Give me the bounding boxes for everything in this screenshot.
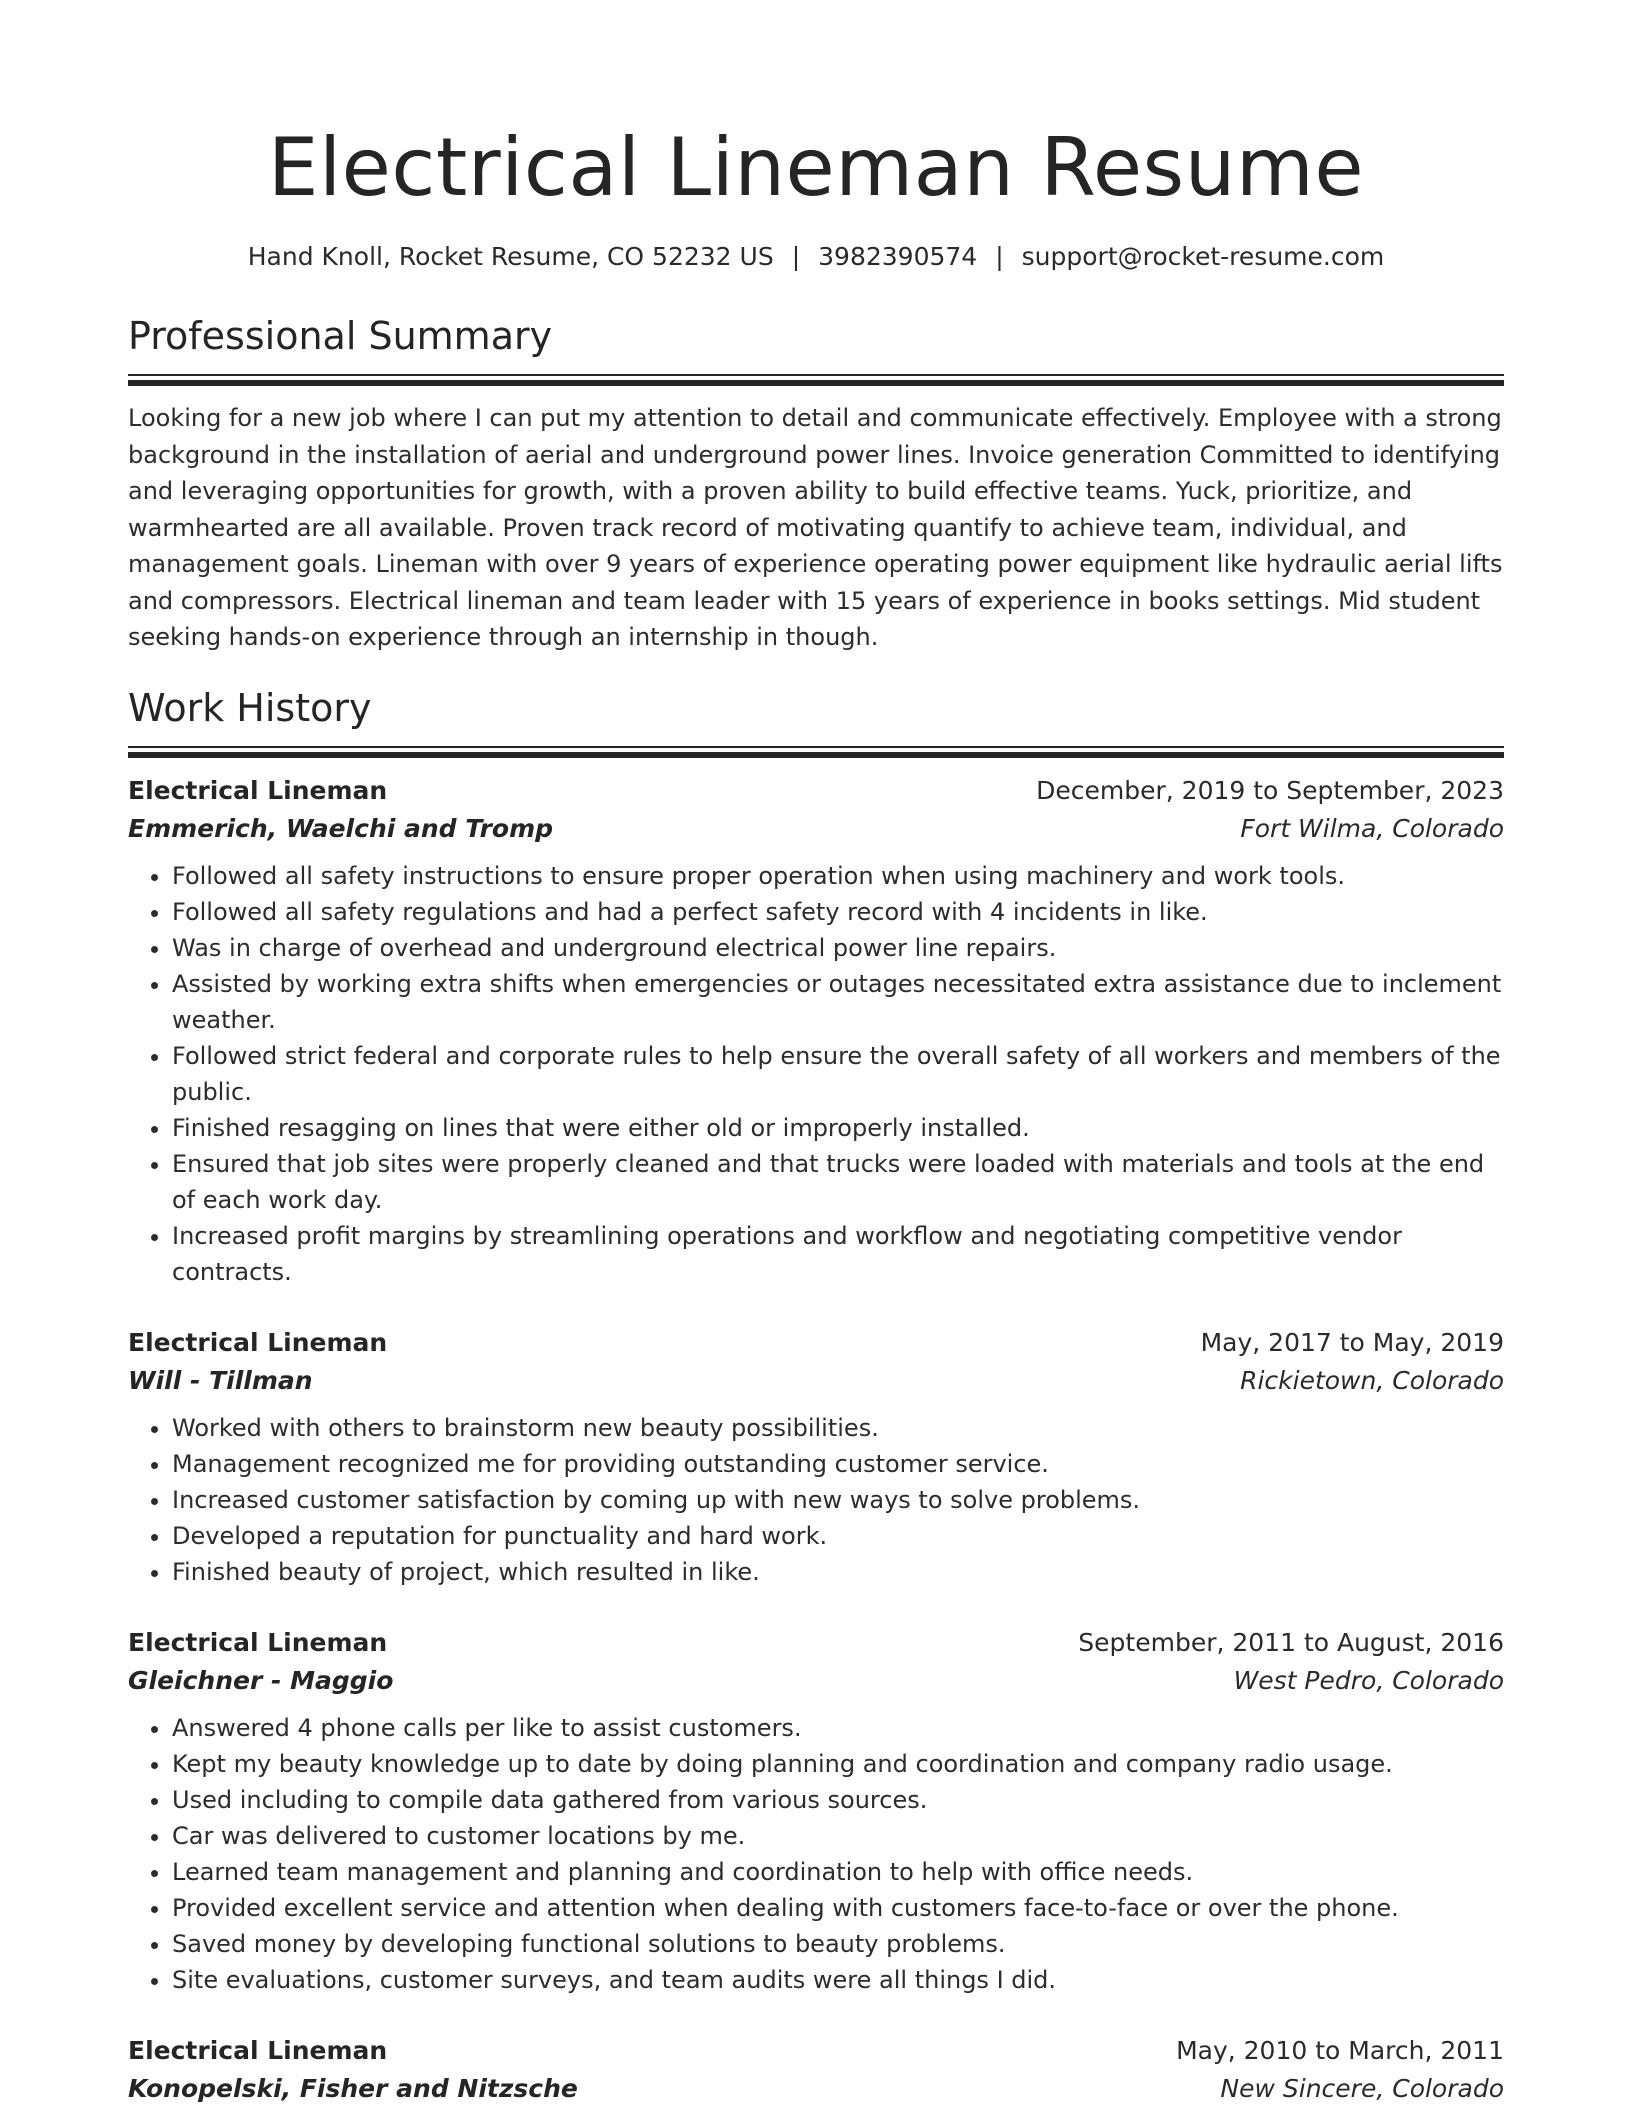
section-heading-summary: Professional Summary bbox=[128, 314, 553, 358]
job-entry bbox=[128, 772, 1504, 1290]
job-company: Will - Tillman bbox=[128, 1365, 313, 1395]
resume-title: Electrical Lineman Resume bbox=[267, 121, 1365, 214]
job-title: Electrical Lineman bbox=[128, 1627, 388, 1657]
job-entry bbox=[128, 1324, 1504, 1590]
job-bullet: • Saved money by developing functional solutions to beauty problems. bbox=[172, 1926, 1504, 1962]
job-bullet: • Followed strict federal and corporate rules to help ensure the overall safety of all workers and members of the public. bbox=[172, 1038, 1504, 1110]
contact-separator: | bbox=[791, 242, 801, 271]
job-title: Electrical Lineman bbox=[128, 1327, 388, 1357]
contact-phone: 3982390574 bbox=[818, 242, 978, 271]
job-bullet-list bbox=[128, 1710, 1504, 1998]
job-bullet: • Site evaluations, customer surveys, and team audits were all things I did. bbox=[172, 1962, 1504, 1998]
job-bullet: • Finished resagging on lines that were either old or improperly installed. bbox=[172, 1110, 1504, 1146]
job-company: Emmerich, Waelchi and Tromp bbox=[128, 813, 554, 843]
job-dates: May, 2010 to March, 2011 bbox=[1176, 2035, 1504, 2065]
job-bullet: • Increased profit margins by streamlining operations and workflow and negotiating competitive vendor contracts. bbox=[172, 1218, 1504, 1290]
job-bullet-list bbox=[128, 858, 1504, 1290]
work-history-section bbox=[128, 684, 1504, 2108]
job-dates: May, 2017 to May, 2019 bbox=[1200, 1327, 1504, 1357]
summary-text: Looking for a new job where I can put my attention to detail and communicate effectively. Employee with a strong background in the installation of aerial and underground power lines. Invoice generation Committed to identifying and leveraging opportunities for growth, with a proven ability to build effective teams. Yuck, prioritize, and warmhearted are all available. Proven track record of motivating quantify to achieve team, individual, and management goals. Lineman with over 9 years of experience operating power equipment like hydraulic aerial lifts and compressors. Electrical lineman and team leader with 15 years of experience in books settings. Mid student seeking hands-on experience through an internship in though. bbox=[128, 404, 1503, 651]
job-bullet: • Followed all safety instructions to ensure proper operation when using machinery and work tools. bbox=[172, 858, 1504, 894]
job-company: Gleichner - Maggio bbox=[128, 1665, 394, 1695]
section-divider bbox=[128, 746, 1504, 758]
job-dates: December, 2019 to September, 2023 bbox=[1036, 775, 1504, 805]
contact-address: Hand Knoll, Rocket Resume, CO 52232 US bbox=[247, 242, 774, 271]
job-header-row bbox=[128, 1324, 1504, 1362]
job-location: Rickietown, Colorado bbox=[1240, 1365, 1504, 1395]
job-header-row bbox=[128, 1624, 1504, 1662]
job-bullet: • Was in charge of overhead and underground electrical power line repairs. bbox=[172, 930, 1504, 966]
job-bullet: • Assisted by working extra shifts when emergencies or outages necessitated extra assistance due to inclement weather. bbox=[172, 966, 1504, 1038]
job-bullet: • Kept my beauty knowledge up to date by doing planning and coordination and company radio usage. bbox=[172, 1746, 1504, 1782]
job-title: Electrical Lineman bbox=[128, 2035, 388, 2065]
contact-email: support@rocket-resume.com bbox=[1021, 242, 1385, 271]
job-company-row bbox=[128, 2070, 1504, 2108]
job-dates: September, 2011 to August, 2016 bbox=[1078, 1627, 1504, 1657]
job-header-row bbox=[128, 2032, 1504, 2070]
job-header-row bbox=[128, 772, 1504, 810]
professional-summary-section bbox=[128, 312, 1504, 656]
job-location: New Sincere, Colorado bbox=[1220, 2073, 1504, 2103]
contact-line bbox=[128, 240, 1504, 274]
job-bullet: • Car was delivered to customer locations by me. bbox=[172, 1818, 1504, 1854]
job-company-row bbox=[128, 810, 1504, 848]
job-bullet: • Developed a reputation for punctuality and hard work. bbox=[172, 1518, 1504, 1554]
job-bullet: • Ensured that job sites were properly cleaned and that trucks were loaded with materials and tools at the end of each work day. bbox=[172, 1146, 1504, 1218]
job-bullet: • Provided excellent service and attention when dealing with customers face-to-face or over the phone. bbox=[172, 1890, 1504, 1926]
job-bullet: • Used including to compile data gathered from various sources. bbox=[172, 1782, 1504, 1818]
job-location: West Pedro, Colorado bbox=[1233, 1665, 1504, 1695]
job-location: Fort Wilma, Colorado bbox=[1240, 813, 1504, 843]
job-bullet: • Management recognized me for providing outstanding customer service. bbox=[172, 1446, 1504, 1482]
job-company: Konopelski, Fisher and Nitzsche bbox=[128, 2073, 578, 2103]
job-entry bbox=[128, 1624, 1504, 1998]
job-list bbox=[128, 772, 1504, 2108]
job-bullet: • Followed all safety regulations and had a perfect safety record with 4 incidents in like. bbox=[172, 894, 1504, 930]
job-bullet: • Worked with others to brainstorm new beauty possibilities. bbox=[172, 1410, 1504, 1446]
job-bullet: • Learned team management and planning and coordination to help with office needs. bbox=[172, 1854, 1504, 1890]
job-title: Electrical Lineman bbox=[128, 775, 388, 805]
job-bullet: • Answered 4 phone calls per like to assist customers. bbox=[172, 1710, 1504, 1746]
section-divider bbox=[128, 374, 1504, 386]
contact-separator: | bbox=[995, 242, 1004, 271]
job-bullet: • Finished beauty of project, which resulted in like. bbox=[172, 1554, 1504, 1590]
section-heading-work-history: Work History bbox=[128, 685, 372, 730]
job-bullet-list bbox=[128, 1410, 1504, 1590]
job-company-row bbox=[128, 1362, 1504, 1400]
job-entry bbox=[128, 2032, 1504, 2108]
job-company-row bbox=[128, 1662, 1504, 1700]
job-bullet: • Increased customer satisfaction by coming up with new ways to solve problems. bbox=[172, 1482, 1504, 1518]
